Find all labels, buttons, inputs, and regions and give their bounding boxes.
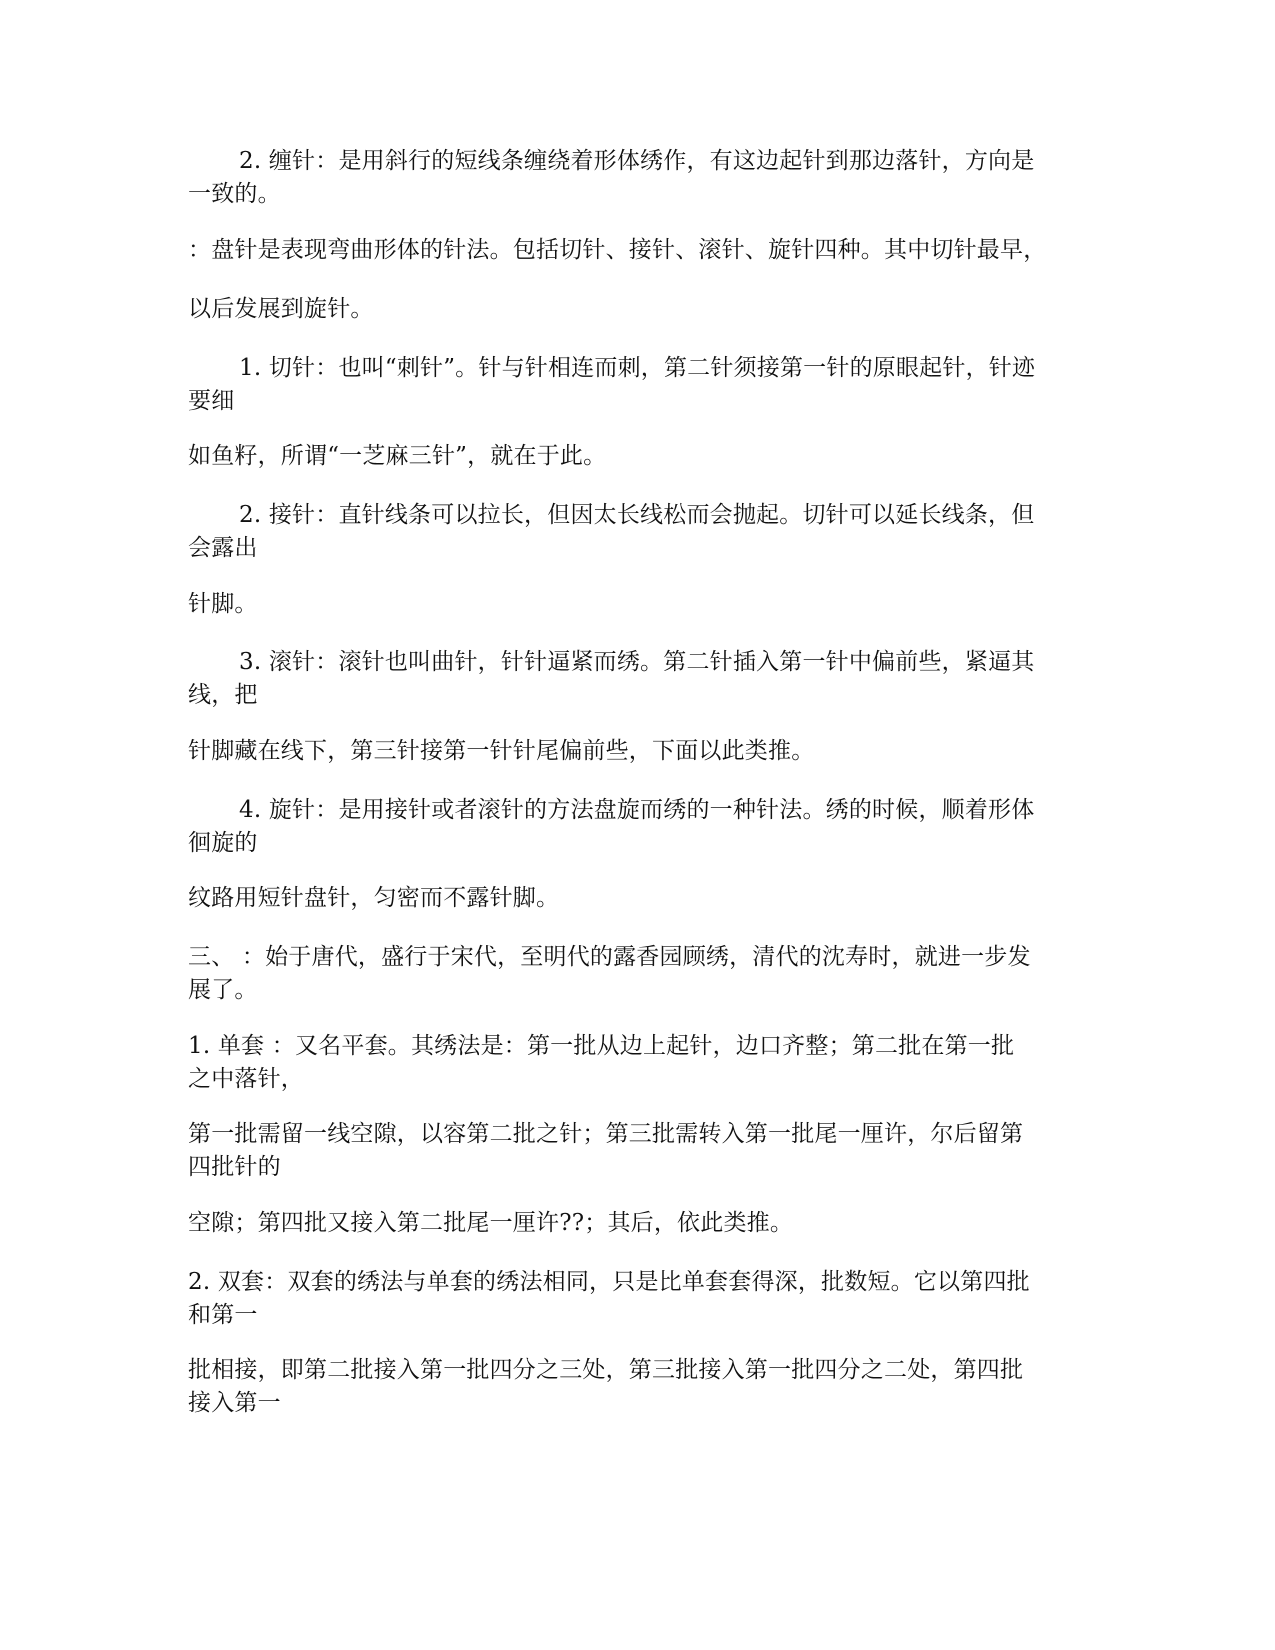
text-line: 展了。 [188,977,258,1003]
text-line: 针脚藏在线下，第三针接第一针针尾偏前些，下面以此类推。 [188,738,815,764]
text-line: 2. 缠针：是用斜行的短线条缠绕着形体绣作，有这边起针到那边落针，方向是 [239,148,1035,174]
paragraph-jie-zhen [188,499,1088,565]
text-line: 1. 切针：也叫“刺针”。针与针相连而刺，第二针须接第一针的原眼起针，针迹 [239,355,1036,381]
text-line: 之中落针， [188,1066,304,1092]
text-line: 四批针的 [188,1154,281,1180]
paragraph-gun-zhen [188,646,1088,712]
paragraph-chan-zhen [188,145,1088,211]
text-line: 线，把 [188,682,258,708]
paragraph-xuan-zhen [188,794,1088,860]
text-line: 1. 单套 ：又名平套。其绣法是：第一批从边上起针，边口齐整；第二批在第一批 [188,1033,1015,1059]
paragraph-qie-zhen [188,352,1088,418]
text-line: ：盘针是表现弯曲形体的针法。包括切针、接针、滚针、旋针四种。其中切针最早， [188,237,1047,263]
text-line: 徊旋的 [188,830,258,856]
text-line: 纹路用短针盘针，匀密而不露针脚。 [188,885,560,911]
paragraph-section-three [188,941,1088,1007]
text-line: 如鱼籽，所谓“一芝麻三针”，就在于此。 [188,443,607,469]
paragraph-qie-zhen-cont [188,440,1088,473]
text-line: 第一批需留一线空隙，以容第二批之针；第三批需转入第一批尾一厘许，尔后留第 [188,1121,1024,1147]
text-line: 3. 滚针：滚针也叫曲针，针针逼紧而绣。第二针插入第一针中偏前些，紧逼其 [239,649,1035,675]
paragraph-gun-zhen-cont [188,735,1088,768]
text-line: 针脚。 [188,591,258,617]
paragraph-shuang-tao [188,1266,1088,1332]
paragraph-shuang-tao-cont [188,1354,1088,1420]
text-line: 以后发展到旋针。 [188,296,374,322]
text-line: 空隙；第四批又接入第二批尾一厘许??；其后，依此类推。 [188,1210,794,1236]
paragraph-jie-zhen-cont [188,588,1088,621]
paragraph-pan-zhen-cont [188,293,1088,326]
text-line: 4. 旋针：是用接针或者滚针的方法盘旋而绣的一种针法。绣的时候，顺着形体 [239,797,1035,823]
text-line: 会露出 [188,535,258,561]
paragraph-dan-tao-end [188,1207,1088,1240]
text-line: 批相接，即第二批接入第一批四分之三处，第三批接入第一批四分之二处，第四批 [188,1357,1024,1383]
paragraph-dan-tao-cont [188,1118,1088,1184]
paragraph-dan-tao [188,1030,1088,1096]
text-line: 和第一 [188,1302,258,1328]
text-line: 2. 接针：直针线条可以拉长，但因太长线松而会抛起。切针可以延长线条，但 [239,502,1035,528]
paragraph-pan-zhen [188,234,1088,267]
text-line: 三、 ：始于唐代，盛行于宋代，至明代的露香园顾绣，清代的沈寿时，就进一步发 [188,944,1031,970]
text-line: 要细 [188,388,235,414]
paragraph-xuan-zhen-cont [188,882,1088,915]
text-line: 接入第一 [188,1390,281,1416]
text-line: 2. 双套：双套的绣法与单套的绣法相同，只是比单套套得深，批数短。它以第四批 [188,1269,1030,1295]
text-line: 一致的。 [188,181,281,207]
